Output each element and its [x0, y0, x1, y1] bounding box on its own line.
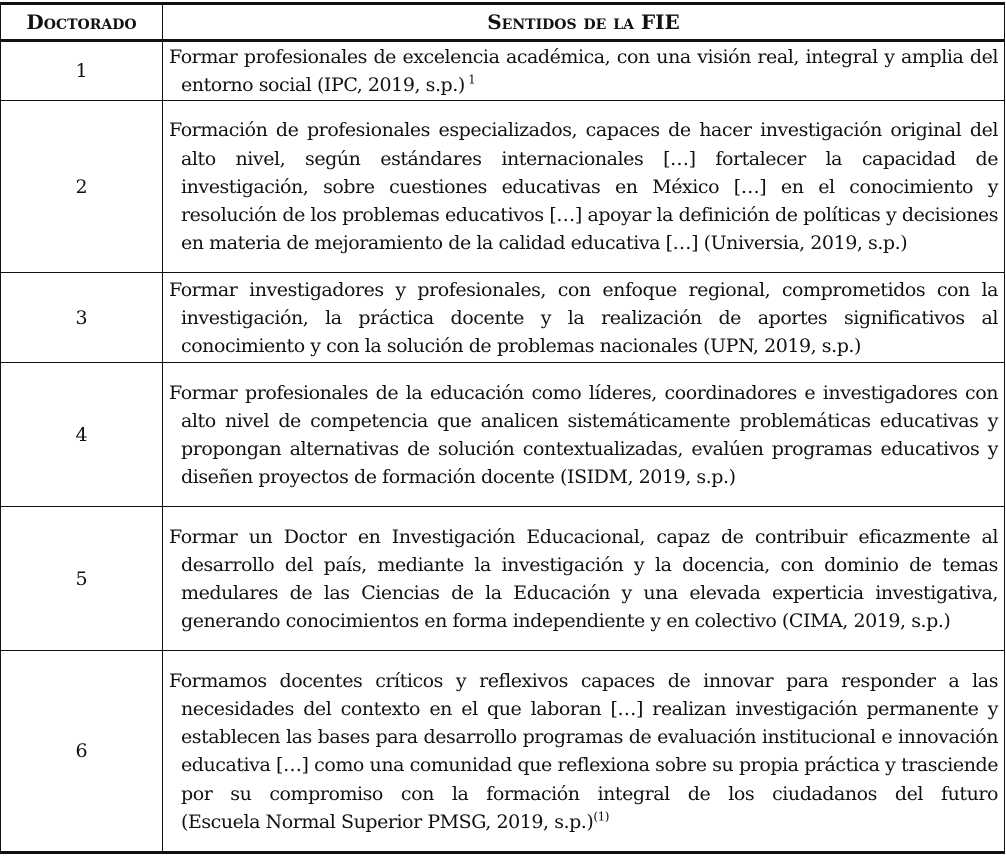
- sense-cell: [163, 41, 1005, 101]
- table-row: [1, 507, 1005, 651]
- sense-cell: [163, 651, 1005, 853]
- sense-text: [169, 276, 998, 361]
- table-row: [1, 101, 1005, 273]
- sense-cell: [163, 273, 1005, 363]
- source-citation: (CIMA, 2019, s.p.): [781, 610, 951, 633]
- source-citation: (Escuela Normal Superior PMSG, 2019, s.p.)$^{(1)}$: [181, 809, 610, 833]
- header-sentidos: Sentidos de la FIE: [163, 4, 1005, 41]
- doctorate-number: 5: [1, 507, 163, 651]
- sense-body: Formación de profesionales especializados, capaces de hacer investigación original del alto nivel, según estándares internacionales […] fortalecer la capacidad de investigación, sobre cuestiones educativas en México […] en el conocimiento y resolución de los problemas educativos […] apoyar la definición de políticas y decisiones en materia de mejoramiento de la calidad educativa […]: [169, 119, 998, 255]
- source-citation: (Universia, 2019, s.p.): [703, 232, 908, 255]
- sense-text: [169, 116, 998, 257]
- doctorate-number: 3: [1, 273, 163, 363]
- footnote-marker: 1: [464, 72, 476, 87]
- footnote-marker: (1): [593, 809, 610, 824]
- sense-cell: [163, 101, 1005, 273]
- sense-body: Formar profesionales de la educación como líderes, coordinadores e investigadores con alto nivel de competencia que analicen sistemáticamente problemáticas educativas y propongan alternativas de solución contextualizadas, evalúen programas educativos y diseñen proyectos de formación docente: [169, 381, 998, 489]
- doctorate-number: 2: [1, 101, 163, 273]
- sense-text: [169, 379, 998, 492]
- sense-text: [169, 523, 998, 636]
- table-row: [1, 651, 1005, 853]
- source-citation: (UPN, 2019, s.p.): [703, 335, 861, 357]
- doctorate-senses-table: [0, 2, 1005, 854]
- sense-text: [169, 43, 998, 99]
- header-doctorado: Doctorado: [1, 4, 163, 41]
- doctorate-number: 1: [1, 41, 163, 101]
- sense-body: Formar profesionales de excelencia académica, con una visión real, integral y amplia del entorno social: [169, 46, 998, 97]
- source-citation: (ISIDM, 2019, s.p.): [560, 466, 736, 489]
- header-row: [1, 4, 1005, 41]
- doctorate-number: 6: [1, 651, 163, 853]
- source-citation: (IPC, 2019, s.p.) $^1$: [316, 72, 476, 97]
- sense-text: [169, 667, 998, 836]
- doctorate-number: 4: [1, 363, 163, 507]
- sense-body: Formar investigadores y profesionales, con enfoque regional, comprometidos con la investigación, la práctica docente y la realización de aportes significativos al conocimiento y con la solución de problemas nacionales: [169, 278, 998, 357]
- sense-body: Formar un Doctor en Investigación Educacional, capaz de contribuir eficazmente al desarrollo del país, mediante la investigación y la docencia, con dominio de temas medulares de las Ciencias de la Educación y una elevada experticia investigativa, generando conocimientos en forma independiente y en colectivo: [169, 525, 998, 633]
- table-row: [1, 363, 1005, 507]
- table-row: [1, 273, 1005, 363]
- sense-body: Formamos docentes críticos y reflexivos capaces de innovar para responder a las necesidades del contexto en el que laboran […] realizan investigación permanente y establecen las bases para desarrollo programas de evaluación institucional e innovación educativa […] como una comunidad que reflexiona sobre su propia práctica y trasciende por su compromiso con la formación integral de los ciudadanos del futuro: [169, 669, 998, 805]
- table-row: [1, 41, 1005, 101]
- sense-cell: [163, 507, 1005, 651]
- sense-cell: [163, 363, 1005, 507]
